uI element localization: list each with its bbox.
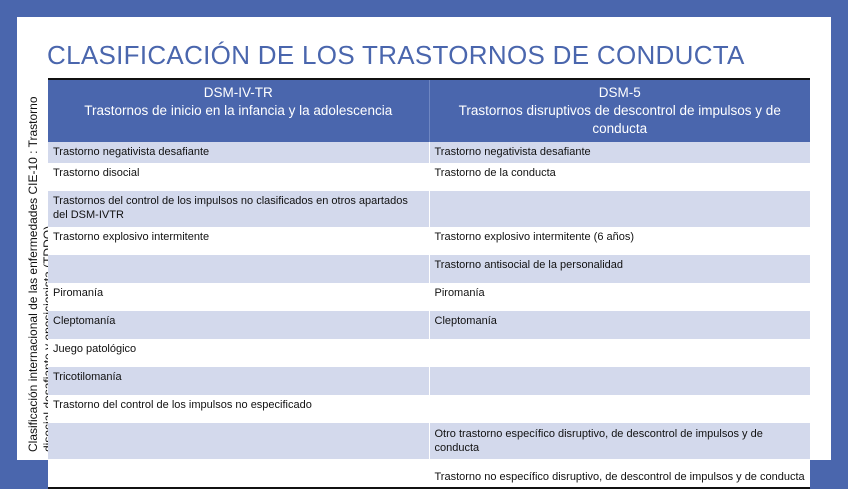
cell-right: Trastorno de la conducta [429,163,810,191]
page-title: CLASIFICACIÓN DE LOS TRASTORNOS DE CONDUCTA [47,40,745,70]
header-left-name: DSM-IV-TR [203,85,273,100]
cell-right: Piromanía [429,283,810,311]
table-row [48,459,810,488]
header-dsm-iv-tr [48,79,429,142]
cell-right: Trastorno antisocial de la personalidad [429,255,810,283]
cell-left: Trastornos del control de los impulsos no clasificados en otros apartados del DSM-IVTR [53,195,408,221]
cell-right [429,395,810,423]
classification-table [48,78,810,489]
table-row [48,367,810,395]
cell-left [48,423,429,459]
table-row [48,142,810,163]
table-header-row [48,79,810,142]
table-row [48,227,810,255]
cell-right: Cleptomanía [429,311,810,339]
header-dsm-5 [429,79,810,142]
cell-left [48,459,429,488]
cell-left: Trastorno negativista desafiante [53,146,210,158]
table-row [48,191,810,227]
cell-right: Trastorno explosivo intermitente (6 años) [429,227,810,255]
table-row [48,283,810,311]
table-row [48,311,810,339]
table-row [48,395,810,423]
cell-left: Trastorno disocial [53,167,140,179]
cell-left [48,255,429,283]
table-row [48,423,810,459]
cell-right: Trastorno negativista desafiante [429,142,810,163]
cell-left: Trastorno explosivo intermitente [53,231,210,243]
cell-left: Cleptomanía [53,315,116,327]
table-row [48,339,810,367]
side-note: Clasificación internacional de las enfermedades CIE-10 : Trastorno disocial desafiante y oposicionista (TDDO) [26,96,55,452]
header-left-subtitle: Trastornos de inicio en la infancia y la adolescencia [84,103,393,118]
cell-right [429,339,810,367]
cell-right [429,367,810,395]
header-right-name: DSM-5 [598,85,641,100]
cell-left: Tricotilomanía [53,371,122,383]
cell-right: Otro trastorno específico disruptivo, de descontrol de impulsos y de conducta [429,423,810,459]
cell-left: Piromanía [53,287,104,299]
cell-left: Trastorno del control de los impulsos no especificado [53,399,312,411]
cell-right: Trastorno no específico disruptivo, de descontrol de impulsos y de conducta [429,459,810,488]
cell-right [429,191,810,227]
cell-left: Juego patológico [53,343,137,355]
table-row [48,255,810,283]
table-row [48,163,810,191]
header-right-subtitle: Trastornos disruptivos de descontrol de impulsos y de conducta [458,103,781,136]
